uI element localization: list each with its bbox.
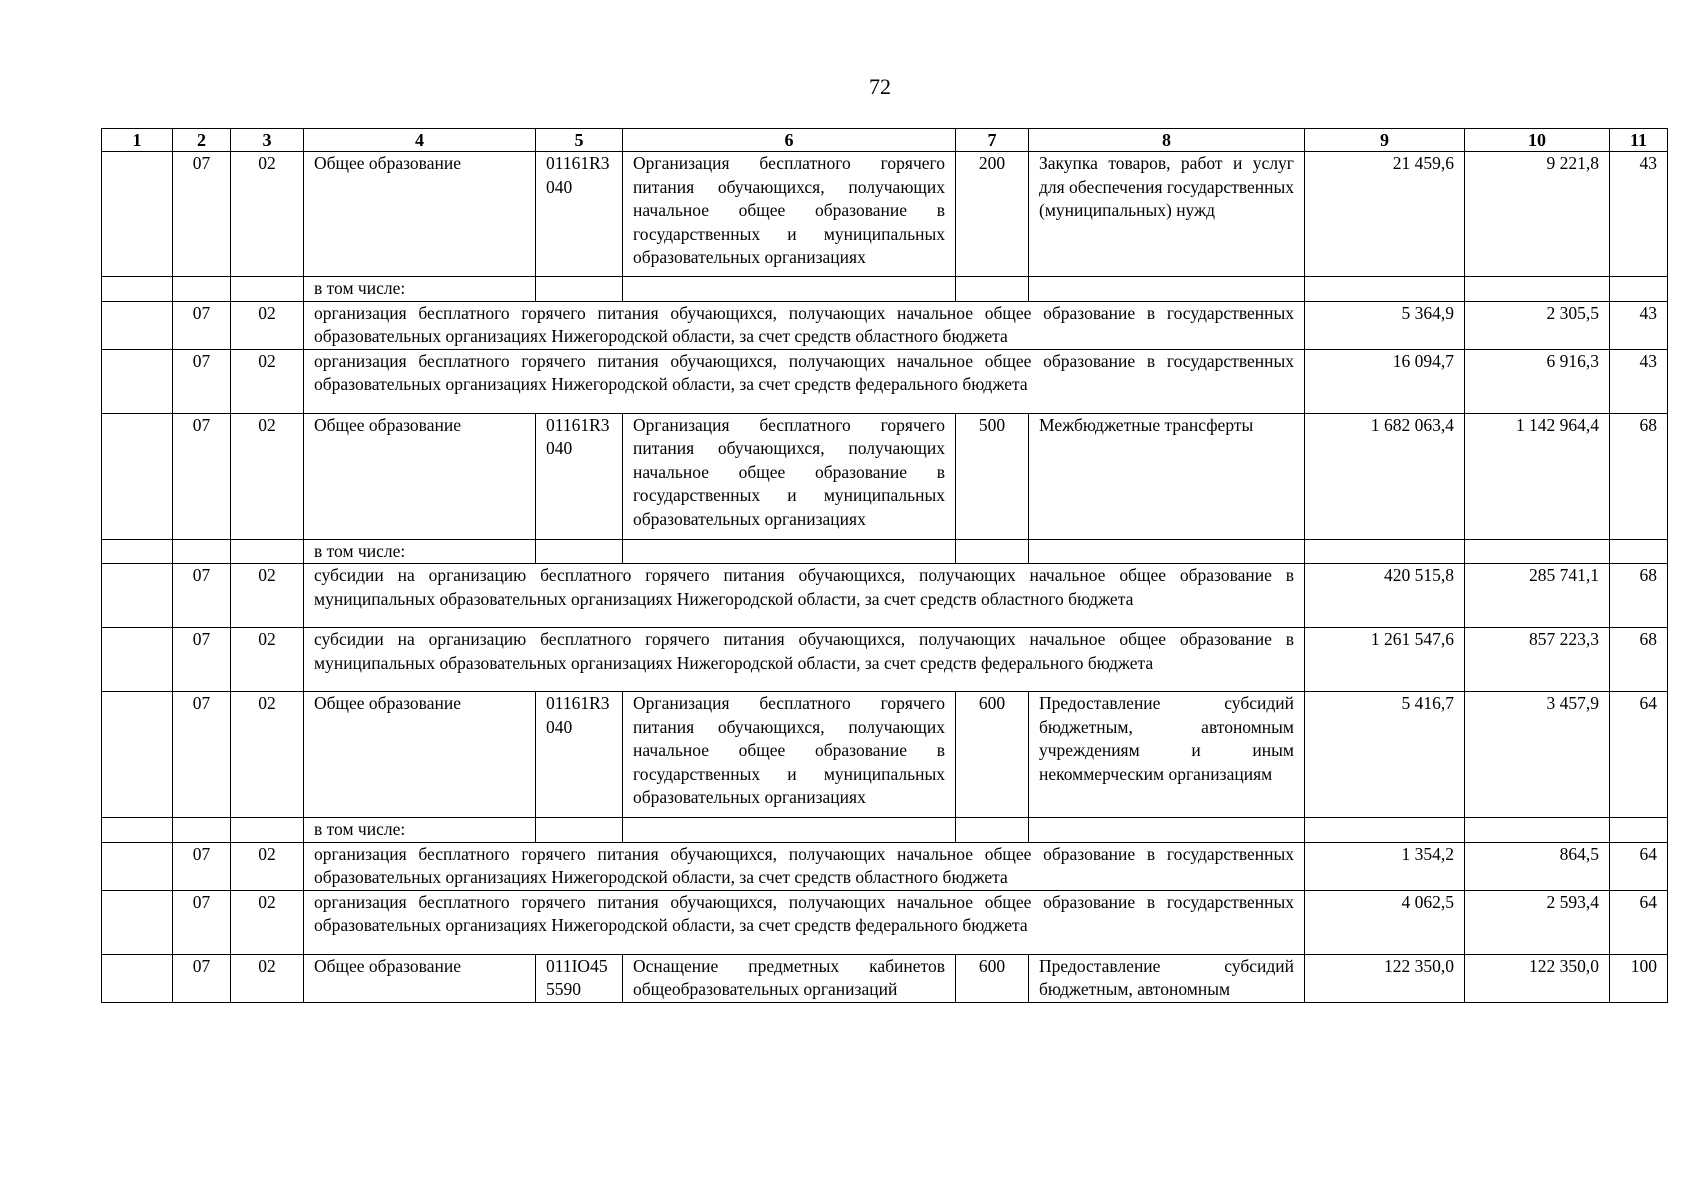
cell-target-description: Организация бесплатного горячего питания обучающихся, получающих начальное общее образование в государственных и муниципальных образовательных организациях <box>623 692 956 818</box>
cell-amount-plan: 1 354,2 <box>1305 842 1465 890</box>
cell-section: 07 <box>173 842 231 890</box>
cell-section <box>173 818 231 843</box>
cell-col1 <box>102 890 173 954</box>
page-number: 72 <box>869 74 891 99</box>
cell-amount-actual: 6 916,3 <box>1465 349 1610 413</box>
cell-expense-type: 600 <box>956 954 1029 1002</box>
cell-subsection: 02 <box>231 890 304 954</box>
cell-col1 <box>102 954 173 1002</box>
cell-percent: 64 <box>1610 842 1668 890</box>
cell-target-description <box>623 277 956 302</box>
cell-expense-description: Межбюджетные трансферты <box>1029 413 1305 539</box>
cell-percent: 100 <box>1610 954 1668 1002</box>
table-row <box>102 152 1668 277</box>
cell-percent: 43 <box>1610 349 1668 413</box>
cell-amount-plan <box>1305 539 1465 564</box>
cell-subsection: 02 <box>231 628 304 692</box>
cell-percent: 64 <box>1610 692 1668 818</box>
cell-expense-description <box>1029 277 1305 302</box>
cell-col1 <box>102 152 173 277</box>
column-header: 1 <box>102 129 173 152</box>
cell-description-merged: субсидии на организацию бесплатного горячего питания обучающихся, получающих начальное общее образование в муниципальных образовательных организациях Нижегородской области, за счет средств федерального бюджета <box>304 628 1305 692</box>
cell-amount-actual: 864,5 <box>1465 842 1610 890</box>
cell-amount-plan: 1 261 547,6 <box>1305 628 1465 692</box>
column-header: 11 <box>1610 129 1668 152</box>
cell-name: в том числе: <box>304 277 536 302</box>
cell-section: 07 <box>173 628 231 692</box>
cell-description-merged: субсидии на организацию бесплатного горячего питания обучающихся, получающих начальное общее образование в муниципальных образовательных организациях Нижегородской области, за счет средств областного бюджета <box>304 564 1305 628</box>
table-row <box>102 564 1668 628</box>
cell-target-code: 011IO455590 <box>536 954 623 1002</box>
cell-section: 07 <box>173 564 231 628</box>
table-row <box>102 890 1668 954</box>
column-header: 7 <box>956 129 1029 152</box>
cell-section <box>173 277 231 302</box>
cell-section: 07 <box>173 152 231 277</box>
cell-subsection <box>231 818 304 843</box>
cell-amount-actual <box>1465 818 1610 843</box>
cell-expense-description: Закупка товаров, работ и услуг для обеспечения государственных (муниципальных) нужд <box>1029 152 1305 277</box>
cell-col1 <box>102 349 173 413</box>
cell-section: 07 <box>173 954 231 1002</box>
column-header: 10 <box>1465 129 1610 152</box>
cell-section: 07 <box>173 349 231 413</box>
cell-amount-plan: 1 682 063,4 <box>1305 413 1465 539</box>
cell-section: 07 <box>173 413 231 539</box>
cell-percent: 43 <box>1610 301 1668 349</box>
cell-name: Общее образование <box>304 413 536 539</box>
column-header: 5 <box>536 129 623 152</box>
cell-name: в том числе: <box>304 539 536 564</box>
cell-amount-plan: 5 364,9 <box>1305 301 1465 349</box>
table-row <box>102 818 1668 843</box>
cell-percent <box>1610 818 1668 843</box>
cell-col1 <box>102 413 173 539</box>
cell-subsection <box>231 277 304 302</box>
cell-name: Общее образование <box>304 152 536 277</box>
cell-amount-plan: 5 416,7 <box>1305 692 1465 818</box>
cell-percent: 68 <box>1610 564 1668 628</box>
column-header: 3 <box>231 129 304 152</box>
cell-subsection: 02 <box>231 152 304 277</box>
table-header-row <box>102 129 1668 152</box>
cell-name: Общее образование <box>304 692 536 818</box>
cell-amount-actual: 2 593,4 <box>1465 890 1610 954</box>
cell-amount-plan: 4 062,5 <box>1305 890 1465 954</box>
cell-section: 07 <box>173 692 231 818</box>
cell-percent: 43 <box>1610 152 1668 277</box>
cell-amount-plan: 16 094,7 <box>1305 349 1465 413</box>
cell-expense-type: 200 <box>956 152 1029 277</box>
cell-percent <box>1610 277 1668 302</box>
cell-target-description <box>623 539 956 564</box>
cell-col1 <box>102 692 173 818</box>
cell-amount-actual: 3 457,9 <box>1465 692 1610 818</box>
table-row <box>102 349 1668 413</box>
cell-col1 <box>102 277 173 302</box>
cell-expense-description <box>1029 539 1305 564</box>
cell-target-code: 01161R3040 <box>536 152 623 277</box>
cell-target-code: 01161R3040 <box>536 413 623 539</box>
cell-expense-type <box>956 539 1029 564</box>
cell-expense-type <box>956 277 1029 302</box>
cell-subsection: 02 <box>231 842 304 890</box>
cell-percent <box>1610 539 1668 564</box>
column-header: 4 <box>304 129 536 152</box>
cell-expense-description: Предоставление субсидий бюджетным, автономным учреждениям и иным некоммерческим организациям <box>1029 692 1305 818</box>
cell-description-merged: организация бесплатного горячего питания обучающихся, получающих начальное общее образование в государственных образовательных организациях Нижегородской области, за счет средств областного бюджета <box>304 842 1305 890</box>
cell-target-description: Оснащение предметных кабинетов общеобразовательных организаций <box>623 954 956 1002</box>
cell-target-code: 01161R3040 <box>536 692 623 818</box>
cell-amount-actual: 9 221,8 <box>1465 152 1610 277</box>
cell-section: 07 <box>173 890 231 954</box>
cell-amount-actual: 122 350,0 <box>1465 954 1610 1002</box>
cell-col1 <box>102 539 173 564</box>
cell-subsection: 02 <box>231 692 304 818</box>
table-row <box>102 301 1668 349</box>
cell-name: Общее образование <box>304 954 536 1002</box>
cell-amount-actual: 285 741,1 <box>1465 564 1610 628</box>
cell-description-merged: организация бесплатного горячего питания обучающихся, получающих начальное общее образование в государственных образовательных организациях Нижегородской области, за счет средств федерального бюджета <box>304 349 1305 413</box>
cell-expense-type <box>956 818 1029 843</box>
cell-section <box>173 539 231 564</box>
cell-amount-actual: 1 142 964,4 <box>1465 413 1610 539</box>
cell-col1 <box>102 564 173 628</box>
budget-table <box>101 128 1668 1003</box>
cell-subsection: 02 <box>231 301 304 349</box>
cell-col1 <box>102 818 173 843</box>
table-row <box>102 692 1668 818</box>
cell-amount-plan: 420 515,8 <box>1305 564 1465 628</box>
table-row <box>102 954 1668 1002</box>
table-row <box>102 628 1668 692</box>
cell-amount-actual: 2 305,5 <box>1465 301 1610 349</box>
cell-expense-description <box>1029 818 1305 843</box>
column-header: 9 <box>1305 129 1465 152</box>
cell-amount-actual <box>1465 539 1610 564</box>
cell-target-description <box>623 818 956 843</box>
cell-col1 <box>102 301 173 349</box>
cell-amount-plan <box>1305 818 1465 843</box>
cell-description-merged: организация бесплатного горячего питания обучающихся, получающих начальное общее образование в государственных образовательных организациях Нижегородской области, за счет средств областного бюджета <box>304 301 1305 349</box>
table-row <box>102 277 1668 302</box>
cell-col1 <box>102 842 173 890</box>
cell-target-code <box>536 277 623 302</box>
table-row <box>102 413 1668 539</box>
cell-expense-type: 600 <box>956 692 1029 818</box>
cell-subsection: 02 <box>231 349 304 413</box>
cell-amount-plan: 122 350,0 <box>1305 954 1465 1002</box>
cell-section: 07 <box>173 301 231 349</box>
cell-name: в том числе: <box>304 818 536 843</box>
cell-expense-description: Предоставление субсидий бюджетным, автономным <box>1029 954 1305 1002</box>
column-header: 2 <box>173 129 231 152</box>
column-header: 6 <box>623 129 956 152</box>
cell-target-code <box>536 539 623 564</box>
column-header: 8 <box>1029 129 1305 152</box>
table-row <box>102 539 1668 564</box>
cell-amount-actual: 857 223,3 <box>1465 628 1610 692</box>
cell-percent: 68 <box>1610 628 1668 692</box>
table-row <box>102 842 1668 890</box>
cell-percent: 64 <box>1610 890 1668 954</box>
cell-target-description: Организация бесплатного горячего питания обучающихся, получающих начальное общее образование в государственных и муниципальных образовательных организациях <box>623 413 956 539</box>
cell-description-merged: организация бесплатного горячего питания обучающихся, получающих начальное общее образование в государственных образовательных организациях Нижегородской области, за счет средств федерального бюджета <box>304 890 1305 954</box>
cell-target-code <box>536 818 623 843</box>
cell-subsection: 02 <box>231 564 304 628</box>
cell-subsection: 02 <box>231 954 304 1002</box>
cell-target-description: Организация бесплатного горячего питания обучающихся, получающих начальное общее образование в государственных и муниципальных образовательных организациях <box>623 152 956 277</box>
cell-col1 <box>102 628 173 692</box>
table-body <box>102 152 1668 1003</box>
cell-percent: 68 <box>1610 413 1668 539</box>
cell-amount-plan: 21 459,6 <box>1305 152 1465 277</box>
cell-subsection: 02 <box>231 413 304 539</box>
cell-expense-type: 500 <box>956 413 1029 539</box>
cell-amount-plan <box>1305 277 1465 302</box>
cell-subsection <box>231 539 304 564</box>
cell-amount-actual <box>1465 277 1610 302</box>
